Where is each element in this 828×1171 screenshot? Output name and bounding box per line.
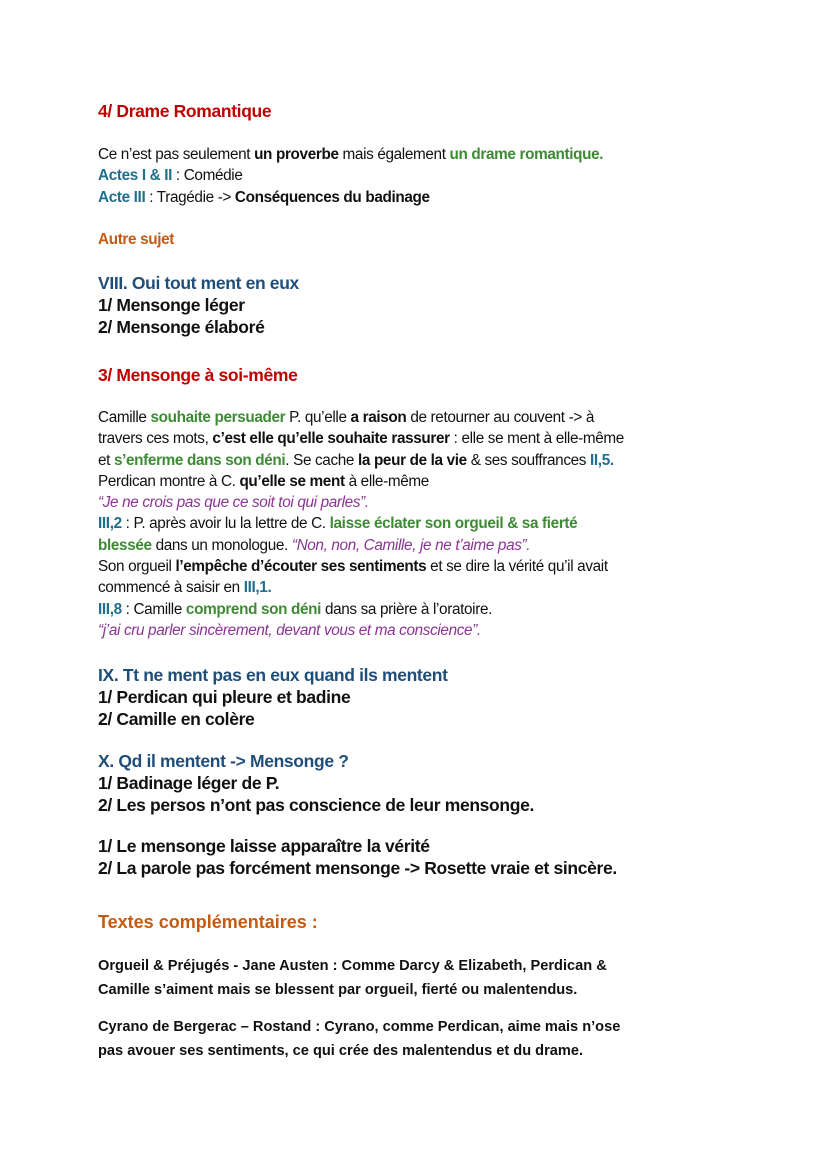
text-run: a raison (350, 409, 407, 426)
text-run: Textes complémentaires : (98, 912, 318, 932)
text-line (98, 978, 738, 1002)
text-run: II,5. (590, 451, 614, 469)
section-drame-romantique-heading (98, 100, 738, 122)
text-run: pas avouer ses sentiments, ce qui crée des malentendus et du drame. (98, 1043, 584, 1059)
text-run: 2/ Camille en colère (98, 709, 255, 729)
text-line (98, 316, 738, 338)
text-line (98, 513, 738, 534)
text-run: mais également (338, 146, 450, 163)
text-run: s’enferme dans son déni (113, 451, 286, 469)
text-run: dans un monologue. (151, 536, 292, 554)
text-run: 1/ Le mensonge laisse apparaître la vérité (98, 836, 430, 856)
text-run: “Je ne crois pas que ce soit toi qui parles”. (98, 494, 369, 512)
text-run: dans sa prière à l’oratoire. (321, 600, 493, 618)
text-run: blessée (98, 536, 152, 554)
text-run: : Comédie (172, 167, 243, 185)
text-run: laisse éclater son orgueil & sa fierté (329, 515, 578, 533)
text-line (98, 835, 738, 857)
autre-sujet-label (98, 229, 738, 250)
text-run: 1/ Badinage léger de P. (98, 773, 280, 793)
text-run: un proverbe (254, 146, 339, 163)
text-run: 3/ Mensonge à soi-même (98, 365, 298, 385)
text-run: c’est elle qu’elle souhaite rassurer (212, 430, 450, 448)
section-ix (98, 664, 738, 730)
section-x-continued (98, 835, 738, 879)
text-line (98, 912, 738, 933)
text-run: travers ces mots, (98, 430, 213, 448)
text-run: “j’ai cru parler sincèrement, devant vous et ma conscience”. (98, 621, 481, 639)
text-run: Perdican montre à C. (98, 472, 240, 490)
text-run: III,2 (98, 515, 122, 533)
text-line (98, 1015, 738, 1039)
text-line (98, 100, 738, 122)
text-line (98, 794, 738, 816)
text-run: à elle-même (344, 472, 429, 490)
text-run: et se dire la vérité qu’il avait (426, 558, 608, 576)
text-run: de retourner au couvent -> à (406, 409, 594, 426)
text-run: : Camille (121, 600, 186, 618)
text-run: : elle se ment à elle-même (449, 430, 624, 448)
text-run: & ses souffrances (466, 451, 590, 469)
text-run: commencé à saisir en (98, 579, 244, 597)
text-run: 1/ Perdican qui pleure et badine (98, 687, 351, 707)
text-run: . Se cache (285, 451, 358, 469)
text-line (98, 620, 738, 641)
texte-cyrano (98, 1015, 738, 1063)
text-line (98, 294, 738, 316)
text-line (98, 708, 738, 730)
text-run: Cyrano de Bergerac – Rostand : Cyrano, comme Perdican, aime mais n’ose (98, 1019, 621, 1035)
text-line (98, 857, 738, 879)
text-run: 2/ La parole pas forcément mensonge -> Rosette vraie et sincère. (98, 858, 617, 878)
drame-romantique-paragraph (98, 144, 738, 208)
text-line (98, 577, 738, 598)
text-line (98, 535, 738, 556)
text-run: IX. Tt ne ment pas en eux quand ils mentent (98, 665, 448, 685)
text-run: Camille (98, 409, 151, 426)
section-x (98, 750, 738, 816)
text-line (98, 471, 738, 492)
text-line (98, 1039, 738, 1063)
text-line (98, 407, 738, 428)
text-line (98, 492, 738, 513)
text-run: Autre sujet (98, 231, 175, 248)
text-run: III,1. (243, 579, 272, 597)
text-run: Actes I & II (98, 167, 173, 185)
section-mensonge-soi-heading (98, 364, 738, 386)
text-run: X. Qd il mentent -> Mensonge ? (98, 751, 349, 771)
text-run: 2/ Les persos n’ont pas conscience de leur mensonge. (98, 795, 534, 815)
text-run: Conséquences du badinage (234, 188, 430, 206)
text-run: qu’elle se ment (239, 472, 345, 490)
text-line (98, 772, 738, 794)
text-run: 4/ Drame Romantique (98, 101, 272, 121)
text-line (98, 165, 738, 186)
text-line (98, 144, 738, 165)
text-run: un drame romantique. (449, 146, 604, 163)
text-run: Orgueil & Préjugés - Jane Austen : Comme Darcy & Elizabeth, Perdican & (98, 958, 607, 974)
text-line (98, 556, 738, 577)
text-line (98, 954, 738, 978)
text-line (98, 272, 738, 294)
text-run: : Tragédie -> (145, 188, 235, 206)
text-run: comprend son déni (185, 600, 322, 618)
text-run: Ce n’est pas seulement (98, 146, 255, 163)
text-run: “Non, non, Camille, je ne t’aime pas”. (291, 536, 531, 554)
text-run: III,8 (98, 600, 122, 618)
section-viii (98, 272, 738, 338)
text-run: 1/ Mensonge léger (98, 295, 245, 315)
text-run: l’empêche d’écouter ses sentiments (175, 558, 427, 576)
text-run: P. qu’elle (285, 409, 351, 426)
text-line (98, 364, 738, 386)
texte-orgueil-prejuges (98, 954, 738, 1002)
text-line (98, 599, 738, 620)
text-line (98, 686, 738, 708)
text-run: 2/ Mensonge élaboré (98, 317, 265, 337)
text-run: et (98, 451, 114, 469)
text-run: la peur de la vie (357, 451, 467, 469)
text-run: : P. après avoir lu la lettre de C. (121, 515, 330, 533)
text-line (98, 750, 738, 772)
text-run: Acte III (98, 188, 146, 206)
mensonge-soi-paragraph (98, 407, 738, 641)
text-line (98, 229, 738, 250)
text-line (98, 664, 738, 686)
textes-complementaires-heading (98, 912, 738, 933)
text-line (98, 187, 738, 208)
text-line (98, 428, 738, 449)
text-run: Camille s’aiment mais se blessent par orgueil, fierté ou malentendus. (98, 982, 578, 998)
text-line (98, 450, 738, 471)
text-run: VIII. Oui tout ment en eux (98, 273, 299, 293)
text-run: Son orgueil (98, 558, 176, 576)
text-run: souhaite persuader (150, 409, 286, 426)
